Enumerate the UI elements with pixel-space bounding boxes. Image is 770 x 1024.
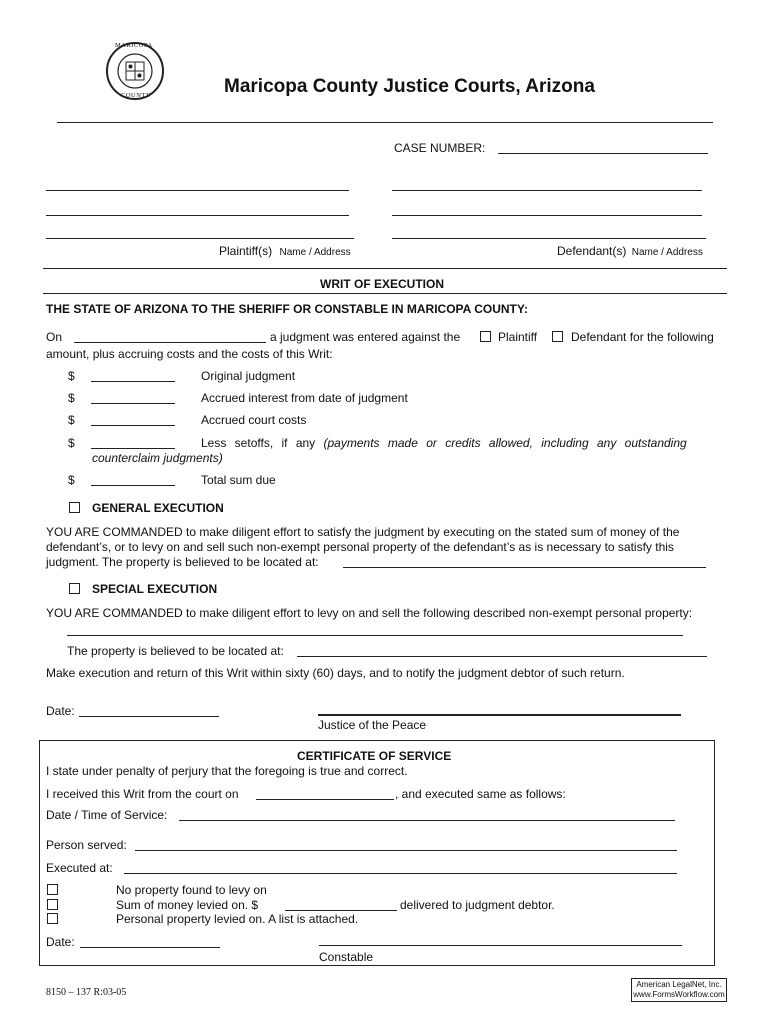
service-date-field[interactable] xyxy=(80,947,220,948)
state-heading: THE STATE OF ARIZONA TO THE SHERIFF OR CONSTABLE IN MARICOPA COUNTY: xyxy=(46,302,528,316)
seal-text-top: MARICOPA xyxy=(115,42,153,49)
plaintiff-line-3[interactable] xyxy=(46,238,354,239)
plaintiff-line-2[interactable] xyxy=(46,215,349,216)
general-execution-title: GENERAL EXECUTION xyxy=(92,501,224,515)
special-execution-title: SPECIAL EXECUTION xyxy=(92,582,218,596)
defendant-line-1[interactable] xyxy=(392,190,702,191)
general-text-2: defendant’s, or to levy on and sell such non-exempt personal property of the defendant’s as is necessary to satisfy this xyxy=(46,540,674,554)
return-text: Make execution and return of this Writ within sixty (60) days, and to notify the judgment debtor of such return. xyxy=(46,666,625,680)
special-property-field[interactable] xyxy=(67,635,683,636)
plaintiff-label: Plaintiff(s) xyxy=(219,244,273,258)
special-location-label: The property is believed to be located at: xyxy=(67,644,284,658)
form-number: 8150 – 137 R:03-05 xyxy=(46,987,127,998)
defendant-checkbox[interactable] xyxy=(552,331,563,342)
justice-label: Justice of the Peace xyxy=(318,718,427,732)
delivered-label: delivered to judgment debtor. xyxy=(400,898,555,912)
special-execution-checkbox[interactable] xyxy=(69,583,80,594)
publisher-line-2[interactable]: www.FormsWorkflow.com xyxy=(633,990,725,999)
currency-symbol: $ xyxy=(68,369,75,383)
defendant-line-3[interactable] xyxy=(392,238,706,239)
service-date-label: Date: xyxy=(46,935,75,949)
currency-symbol: $ xyxy=(68,391,75,405)
on-label: On xyxy=(46,330,63,344)
writ-date-field[interactable] xyxy=(79,716,219,717)
currency-symbol: $ xyxy=(68,413,75,427)
original-judgment-label: Original judgment xyxy=(201,369,296,383)
person-served-label: Person served: xyxy=(46,838,127,852)
general-text-1: YOU ARE COMMANDED to make diligent effort to satisfy the judgment by executing on the stated sum of money of the xyxy=(46,525,680,539)
accrued-interest-field[interactable] xyxy=(91,403,175,404)
original-judgment-field[interactable] xyxy=(91,381,175,382)
justice-signature-line[interactable] xyxy=(318,714,681,716)
publisher-box xyxy=(631,978,727,1002)
header-rule xyxy=(57,122,713,123)
county-seal xyxy=(105,41,165,101)
accrued-interest-label: Accrued interest from date of judgment xyxy=(201,391,408,405)
sum-levied-label: Sum of money levied on. $ xyxy=(116,898,259,912)
general-text-3: judgment. The property is believed to be located at: xyxy=(46,555,319,569)
no-property-checkbox[interactable] xyxy=(47,884,58,895)
general-execution-checkbox[interactable] xyxy=(69,502,80,513)
executed-at-label: Executed at: xyxy=(46,861,113,875)
plaintiff-line-1[interactable] xyxy=(46,190,349,191)
writ-rule-bottom xyxy=(43,293,727,294)
setoffs-field[interactable] xyxy=(91,448,175,449)
currency-symbol: $ xyxy=(68,473,75,487)
plaintiff-caption xyxy=(219,244,351,258)
defendant-option-label: Defendant for the following xyxy=(571,330,714,344)
sum-levied-checkbox[interactable] xyxy=(47,899,58,910)
no-property-label: No property found to levy on xyxy=(116,883,267,897)
plaintiff-checkbox[interactable] xyxy=(480,331,491,342)
person-served-field[interactable] xyxy=(135,850,677,851)
special-text-1: YOU ARE COMMANDED to make diligent effort to levy on and sell the following described non-exempt personal property: xyxy=(46,606,693,620)
datetime-field[interactable] xyxy=(179,820,675,821)
defendant-sub: Name / Address xyxy=(631,247,703,258)
defendant-caption xyxy=(557,244,703,258)
judgment-text: a judgment was entered against the xyxy=(270,330,461,344)
received-text-b: , and executed same as follows: xyxy=(395,787,566,801)
special-location-field[interactable] xyxy=(297,656,707,657)
total-sum-label: Total sum due xyxy=(201,473,276,487)
executed-at-field[interactable] xyxy=(124,873,677,874)
received-text-a: I received this Writ from the court on xyxy=(46,787,239,801)
setoffs-label xyxy=(201,436,727,450)
court-costs-field[interactable] xyxy=(91,425,175,426)
publisher-line-1: American LegalNet, Inc. xyxy=(636,980,722,989)
plaintiff-sub: Name / Address xyxy=(279,247,351,258)
case-number-label: CASE NUMBER: xyxy=(394,141,486,155)
case-number-field[interactable] xyxy=(498,153,708,154)
writ-rule-top xyxy=(43,268,727,269)
page-title: Maricopa County Justice Courts, Arizona xyxy=(224,76,595,97)
setoffs-paren: (payments made or credits allowed, including any outstanding xyxy=(323,436,687,450)
defendant-line-2[interactable] xyxy=(392,215,702,216)
datetime-label: Date / Time of Service: xyxy=(46,808,168,822)
currency-symbol: $ xyxy=(68,436,75,450)
judgment-date-field[interactable] xyxy=(74,342,266,343)
property-levied-checkbox[interactable] xyxy=(47,913,58,924)
certificate-title: CERTIFICATE OF SERVICE xyxy=(297,749,452,763)
setoffs-continuation: counterclaim judgments) xyxy=(92,451,223,465)
total-sum-field[interactable] xyxy=(91,485,175,486)
court-costs-label: Accrued court costs xyxy=(201,413,307,427)
constable-signature-line[interactable] xyxy=(319,945,682,946)
sum-levied-field[interactable] xyxy=(285,910,397,911)
seal-text-bottom: COUNTY xyxy=(121,92,152,99)
setoffs-main: Less setoffs, if any xyxy=(201,436,316,450)
received-date-field[interactable] xyxy=(256,799,394,800)
writ-date-label: Date: xyxy=(46,704,75,718)
constable-label: Constable xyxy=(319,950,374,964)
plaintiff-option-label: Plaintiff xyxy=(498,330,538,344)
penalty-statement: I state under penalty of perjury that the foregoing is true and correct. xyxy=(46,764,408,778)
defendant-label: Defendant(s) xyxy=(557,244,627,258)
general-location-field[interactable] xyxy=(343,567,706,568)
amount-text: amount, plus accruing costs and the costs of this Writ: xyxy=(46,347,333,361)
property-levied-label: Personal property levied on. A list is attached. xyxy=(116,912,359,926)
writ-title: WRIT OF EXECUTION xyxy=(320,277,444,291)
